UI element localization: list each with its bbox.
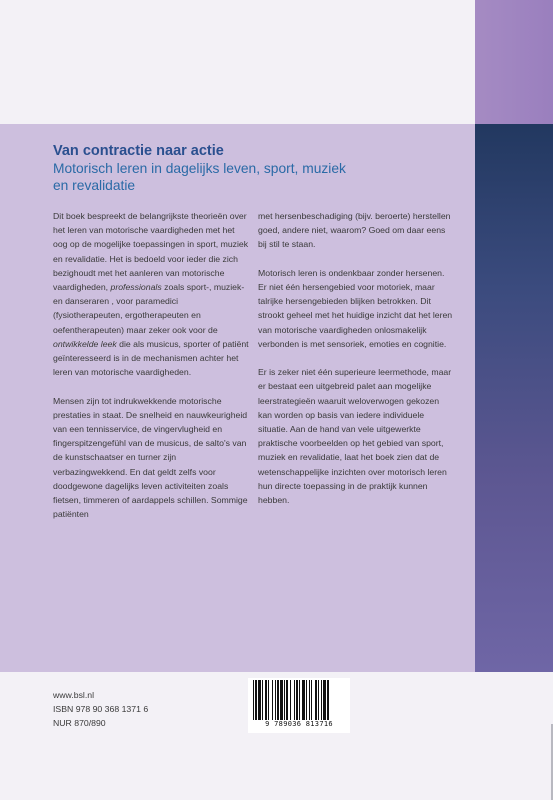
barcode-bar [315, 680, 317, 720]
strategy-paragraph: Er is zeker niet één superieure leermethode, maar er bestaat een uitgebreid palet aan mogelijke leerstrategieën waaruit weloverwogen gekozen kan worden op basis van iedere individuele situatie. Aan de hand van vele uitgewerkte praktische voorbeelden op het gebied van sport, muziek en revalidatie, laat het boek zien dat de wetenschappelijke inzichten over motorisch leren hun directe toepassing in de praktijk kunnen hebben. [258, 367, 452, 506]
barcode-bar [272, 680, 273, 720]
barcode-number: 9 789036 813716 [265, 720, 333, 728]
intro-emphasis-2: ontwikkelde leek [53, 338, 117, 349]
right-text-column [258, 209, 454, 521]
barcode-bar [268, 680, 269, 720]
barcode-bar [306, 680, 307, 720]
barcode-bar [290, 680, 291, 720]
cover-top-band [0, 0, 475, 124]
book-subtitle: Motorisch leren in dagelijks leven, sport, muziek en revalidatie [53, 161, 346, 193]
cover-stripe-bottom [475, 672, 553, 800]
intro-text-1: Dit boek bespreekt de belangrijkste theorieën over het leren van motorische vaardigheden met het oog op de mogelijke toepassingen in sport, muziek en revalidatie. Het is bedoeld voor ieder die zich bezighoudt met het aanleren van motorische vaardigheden, [53, 211, 249, 293]
performance-paragraph: Mensen zijn tot indrukwekkende motorische prestaties in staat. De snelheid en nauwkeurigheid van een tennisservice, de vingervlugheid en fingerspitzengefühl van de musicus, de salto's van de kunstschaatser en turner zijn verbazingwekkend. En dat geldt zelfs voor doodgewone dagelijks leven activiteiten zoals fietsen, timmeren of aardappels schillen. Sommige patiënten [53, 395, 248, 520]
barcode-bar [321, 680, 322, 720]
intro-text-2: zoals sport-, muziek- en danseraren , voor paramedici (fysiotherapeuten, ergotherapeuten en oefentherapeuten) maar zeker ook voor de [53, 282, 245, 335]
barcode-bar [275, 680, 276, 720]
isbn-text: ISBN 978 90 368 1371 6 [53, 704, 149, 715]
barcode-bar [318, 680, 319, 720]
book-title: Van contractie naar actie [53, 143, 224, 159]
intro-text-3: die als musicus, sporter of patiënt geïnteresseerd is in de mechanismen achter het leren van motorische vaardigheden. [53, 338, 249, 378]
barcode-bar [277, 680, 279, 720]
cover-stripe-gradient [475, 124, 553, 672]
barcode-bar [294, 680, 295, 720]
barcode-bar [302, 680, 305, 720]
barcode-bar [262, 680, 263, 720]
barcode-bar [296, 680, 298, 720]
barcode-bar [299, 680, 300, 720]
barcode-bar [265, 680, 267, 720]
brain-paragraph: Motorisch leren is ondenkbaar zonder hersenen. Er niet één hersengebied voor motoriek, maar talrijke hersengebieden blijken betrokken. Dit strookt geheel met het huidige inzicht dat het leren van motorische vaardigheden onlosmakelijk verbonden is met sensoriek, emoties en cognitie. [258, 267, 453, 349]
isbn-barcode [248, 678, 350, 733]
intro-paragraph [53, 209, 249, 379]
barcode-bar [323, 680, 326, 720]
barcode-bar [311, 680, 312, 720]
continuation-paragraph: met hersenbeschadiging (bijv. beroerte) herstellen goed, andere niet, waarom? Goed om daar eens bij stil te staan. [258, 211, 451, 250]
barcode-bar [258, 680, 261, 720]
barcode-bar [253, 680, 254, 720]
barcode-bar [284, 680, 285, 720]
barcode-bar [280, 680, 283, 720]
publisher-info [53, 688, 148, 731]
intro-emphasis-1: professionals [110, 282, 162, 293]
barcode-bar [327, 680, 329, 720]
barcode-bar [255, 680, 257, 720]
nur-text: NUR 870/890 [53, 718, 106, 729]
website-link[interactable]: www.bsl.nl [53, 690, 95, 700]
cover-stripe-top [475, 0, 553, 124]
barcode-bar [286, 680, 288, 720]
barcode-bars [251, 680, 347, 720]
barcode-bar [309, 680, 310, 720]
left-text-column [53, 209, 249, 536]
